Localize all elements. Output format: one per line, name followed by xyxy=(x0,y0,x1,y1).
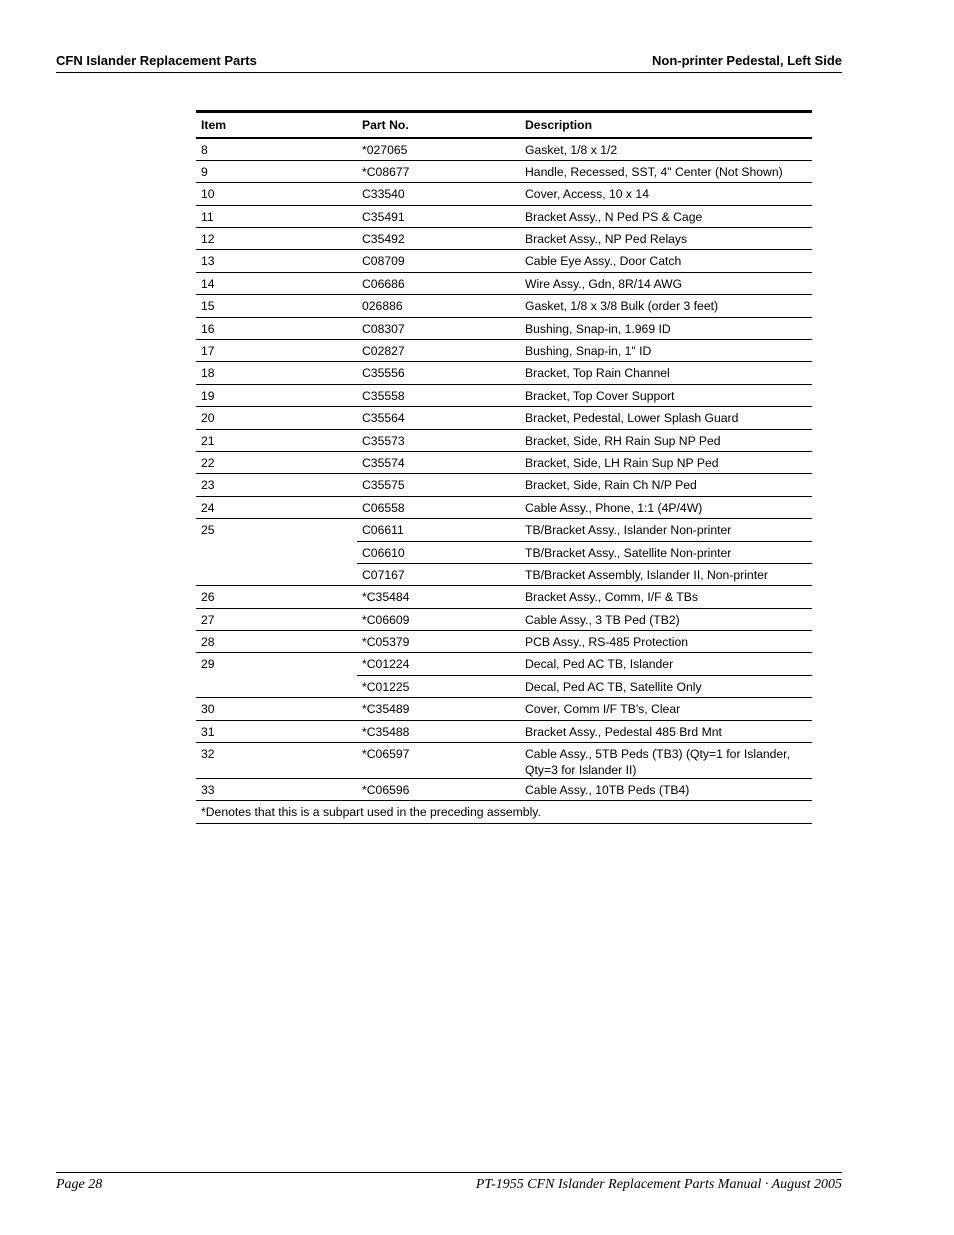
cell-description: Handle, Recessed, SST, 4" Center (Not Shown) xyxy=(520,160,812,182)
cell-item: 9 xyxy=(196,160,357,182)
table-row xyxy=(196,496,812,518)
cell-part-no: C35573 xyxy=(357,429,520,451)
cell-part-no: C08307 xyxy=(357,317,520,339)
cell-item: 22 xyxy=(196,451,357,473)
table-header-row xyxy=(196,112,812,139)
cell-item: 24 xyxy=(196,496,357,518)
cell-item: 12 xyxy=(196,228,357,250)
cell-part-no: *C05379 xyxy=(357,631,520,653)
cell-item: 20 xyxy=(196,407,357,429)
cell-item: 28 xyxy=(196,631,357,653)
cell-item: 31 xyxy=(196,720,357,742)
table-row xyxy=(196,429,812,451)
cell-description: Bracket Assy., Pedestal 485 Brd Mnt xyxy=(520,720,812,742)
cell-part-no: C06610 xyxy=(357,541,520,563)
manual-title: PT-1955 CFN Islander Replacement Parts Manual · August 2005 xyxy=(475,1177,842,1192)
cell-item: 21 xyxy=(196,429,357,451)
cell-part-no: C06611 xyxy=(357,519,520,541)
table-row xyxy=(196,362,812,384)
parts-table xyxy=(196,110,812,824)
table-row xyxy=(196,340,812,362)
cell-item: 23 xyxy=(196,474,357,496)
cell-item: 27 xyxy=(196,608,357,630)
column-header-description: Description xyxy=(520,112,812,139)
table-row xyxy=(196,183,812,205)
cell-description: PCB Assy., RS-485 Protection xyxy=(520,631,812,653)
cell-item: 17 xyxy=(196,340,357,362)
column-header-part-no: Part No. xyxy=(357,112,520,139)
cell-part-no: C35491 xyxy=(357,205,520,227)
table-row xyxy=(196,541,812,563)
table-row xyxy=(196,631,812,653)
table-footnote-row xyxy=(196,801,812,823)
cell-description: Bracket, Top Cover Support xyxy=(520,384,812,406)
table-row xyxy=(196,675,812,697)
cell-item: 26 xyxy=(196,586,357,608)
table-row xyxy=(196,272,812,294)
cell-description: Cable Assy., Phone, 1:1 (4P/4W) xyxy=(520,496,812,518)
cell-part-no: C06558 xyxy=(357,496,520,518)
cell-part-no: *C35488 xyxy=(357,720,520,742)
table-row xyxy=(196,384,812,406)
cell-part-no: C35492 xyxy=(357,228,520,250)
cell-description: Bracket Assy., N Ped PS & Cage xyxy=(520,205,812,227)
column-header-item: Item xyxy=(196,112,357,139)
cell-item: 29 xyxy=(196,653,357,675)
table-row xyxy=(196,720,812,742)
table-row xyxy=(196,743,812,779)
cell-item: 32 xyxy=(196,743,357,779)
cell-description: Bracket, Pedestal, Lower Splash Guard xyxy=(520,407,812,429)
cell-part-no: C07167 xyxy=(357,563,520,585)
cell-part-no: *C35484 xyxy=(357,586,520,608)
table-row xyxy=(196,228,812,250)
cell-description: TB/Bracket Assy., Islander Non-printer xyxy=(520,519,812,541)
cell-item: 15 xyxy=(196,295,357,317)
cell-description: Bracket, Side, Rain Ch N/P Ped xyxy=(520,474,812,496)
table-row xyxy=(196,138,812,160)
table-row xyxy=(196,519,812,541)
page-footer xyxy=(56,1172,842,1192)
cell-item: 14 xyxy=(196,272,357,294)
table-row xyxy=(196,295,812,317)
cell-part-no: *C01224 xyxy=(357,653,520,675)
table-row xyxy=(196,451,812,473)
cell-part-no: C33540 xyxy=(357,183,520,205)
cell-item: 30 xyxy=(196,698,357,720)
cell-description: Wire Assy., Gdn, 8R/14 AWG xyxy=(520,272,812,294)
cell-description: TB/Bracket Assy., Satellite Non-printer xyxy=(520,541,812,563)
cell-part-no: *C01225 xyxy=(357,675,520,697)
cell-description: Bracket, Side, LH Rain Sup NP Ped xyxy=(520,451,812,473)
header-title-left: CFN Islander Replacement Parts xyxy=(56,53,257,68)
cell-part-no: *C35489 xyxy=(357,698,520,720)
page-number: Page 28 xyxy=(56,1177,103,1192)
cell-description: TB/Bracket Assembly, Islander II, Non-printer xyxy=(520,563,812,585)
cell-part-no: C35556 xyxy=(357,362,520,384)
table-row xyxy=(196,160,812,182)
cell-description: Gasket, 1/8 x 1/2 xyxy=(525,143,618,157)
cell-item: 10 xyxy=(196,183,357,205)
cell-part-no: C06686 xyxy=(357,272,520,294)
cell-description: Bracket Assy., Comm, I/F & TBs xyxy=(520,586,812,608)
cell-part-no: *C08677 xyxy=(357,160,520,182)
table-row xyxy=(196,474,812,496)
table-row xyxy=(196,698,812,720)
cell-description: Cover, Comm I/F TB's, Clear xyxy=(520,698,812,720)
header-title-right: Non-printer Pedestal, Left Side xyxy=(652,53,842,68)
cell-description: Decal, Ped AC TB, Satellite Only xyxy=(520,675,812,697)
page-header xyxy=(56,52,842,73)
cell-description: Gasket, 1/8 x 3/8 Bulk (order 3 feet) xyxy=(520,295,812,317)
cell-item: 11 xyxy=(196,205,357,227)
table-footnote: *Denotes that this is a subpart used in the preceding assembly. xyxy=(196,801,812,823)
cell-part-no: C35574 xyxy=(357,451,520,473)
cell-item: 25 xyxy=(196,519,357,541)
cell-description: Bushing, Snap-in, 1" ID xyxy=(520,340,812,362)
cell-part-no: *027065 xyxy=(362,143,408,157)
table-row xyxy=(196,608,812,630)
cell-part-no: C35575 xyxy=(357,474,520,496)
table-row xyxy=(196,407,812,429)
cell-part-no: C35564 xyxy=(357,407,520,429)
cell-description: Bracket, Side, RH Rain Sup NP Ped xyxy=(520,429,812,451)
cell-description: Cover, Access, 10 x 14 xyxy=(520,183,812,205)
table-row xyxy=(196,586,812,608)
table-row xyxy=(196,653,812,675)
table-row xyxy=(196,317,812,339)
cell-part-no: *C06597 xyxy=(357,743,520,779)
cell-part-no: C02827 xyxy=(357,340,520,362)
cell-item xyxy=(196,563,357,585)
cell-part-no: *C06596 xyxy=(357,779,520,801)
cell-description: Bracket Assy., NP Ped Relays xyxy=(520,228,812,250)
cell-item: 16 xyxy=(196,317,357,339)
cell-item: 13 xyxy=(196,250,357,272)
cell-item xyxy=(196,675,357,697)
cell-description: Cable Assy., 5TB Peds (TB3) (Qty=1 for Islander, Qty=3 for Islander II) xyxy=(520,743,812,779)
cell-description: Bushing, Snap-in, 1.969 ID xyxy=(520,317,812,339)
cell-item: 18 xyxy=(196,362,357,384)
cell-description: Cable Eye Assy., Door Catch xyxy=(520,250,812,272)
cell-description: Cable Assy., 10TB Peds (TB4) xyxy=(520,779,812,801)
cell-item: 33 xyxy=(196,779,357,801)
table-row xyxy=(196,205,812,227)
cell-part-no: C35558 xyxy=(357,384,520,406)
cell-item: 19 xyxy=(196,384,357,406)
table-row xyxy=(196,250,812,272)
cell-part-no: 026886 xyxy=(357,295,520,317)
cell-description: Cable Assy., 3 TB Ped (TB2) xyxy=(520,608,812,630)
cell-part-no: C08709 xyxy=(357,250,520,272)
cell-item: 8 xyxy=(201,143,208,157)
table-row xyxy=(196,563,812,585)
table-row xyxy=(196,779,812,801)
cell-description: Bracket, Top Rain Channel xyxy=(520,362,812,384)
cell-item xyxy=(196,541,357,563)
cell-description: Decal, Ped AC TB, Islander xyxy=(520,653,812,675)
table-body xyxy=(196,138,812,823)
cell-part-no: *C06609 xyxy=(357,608,520,630)
